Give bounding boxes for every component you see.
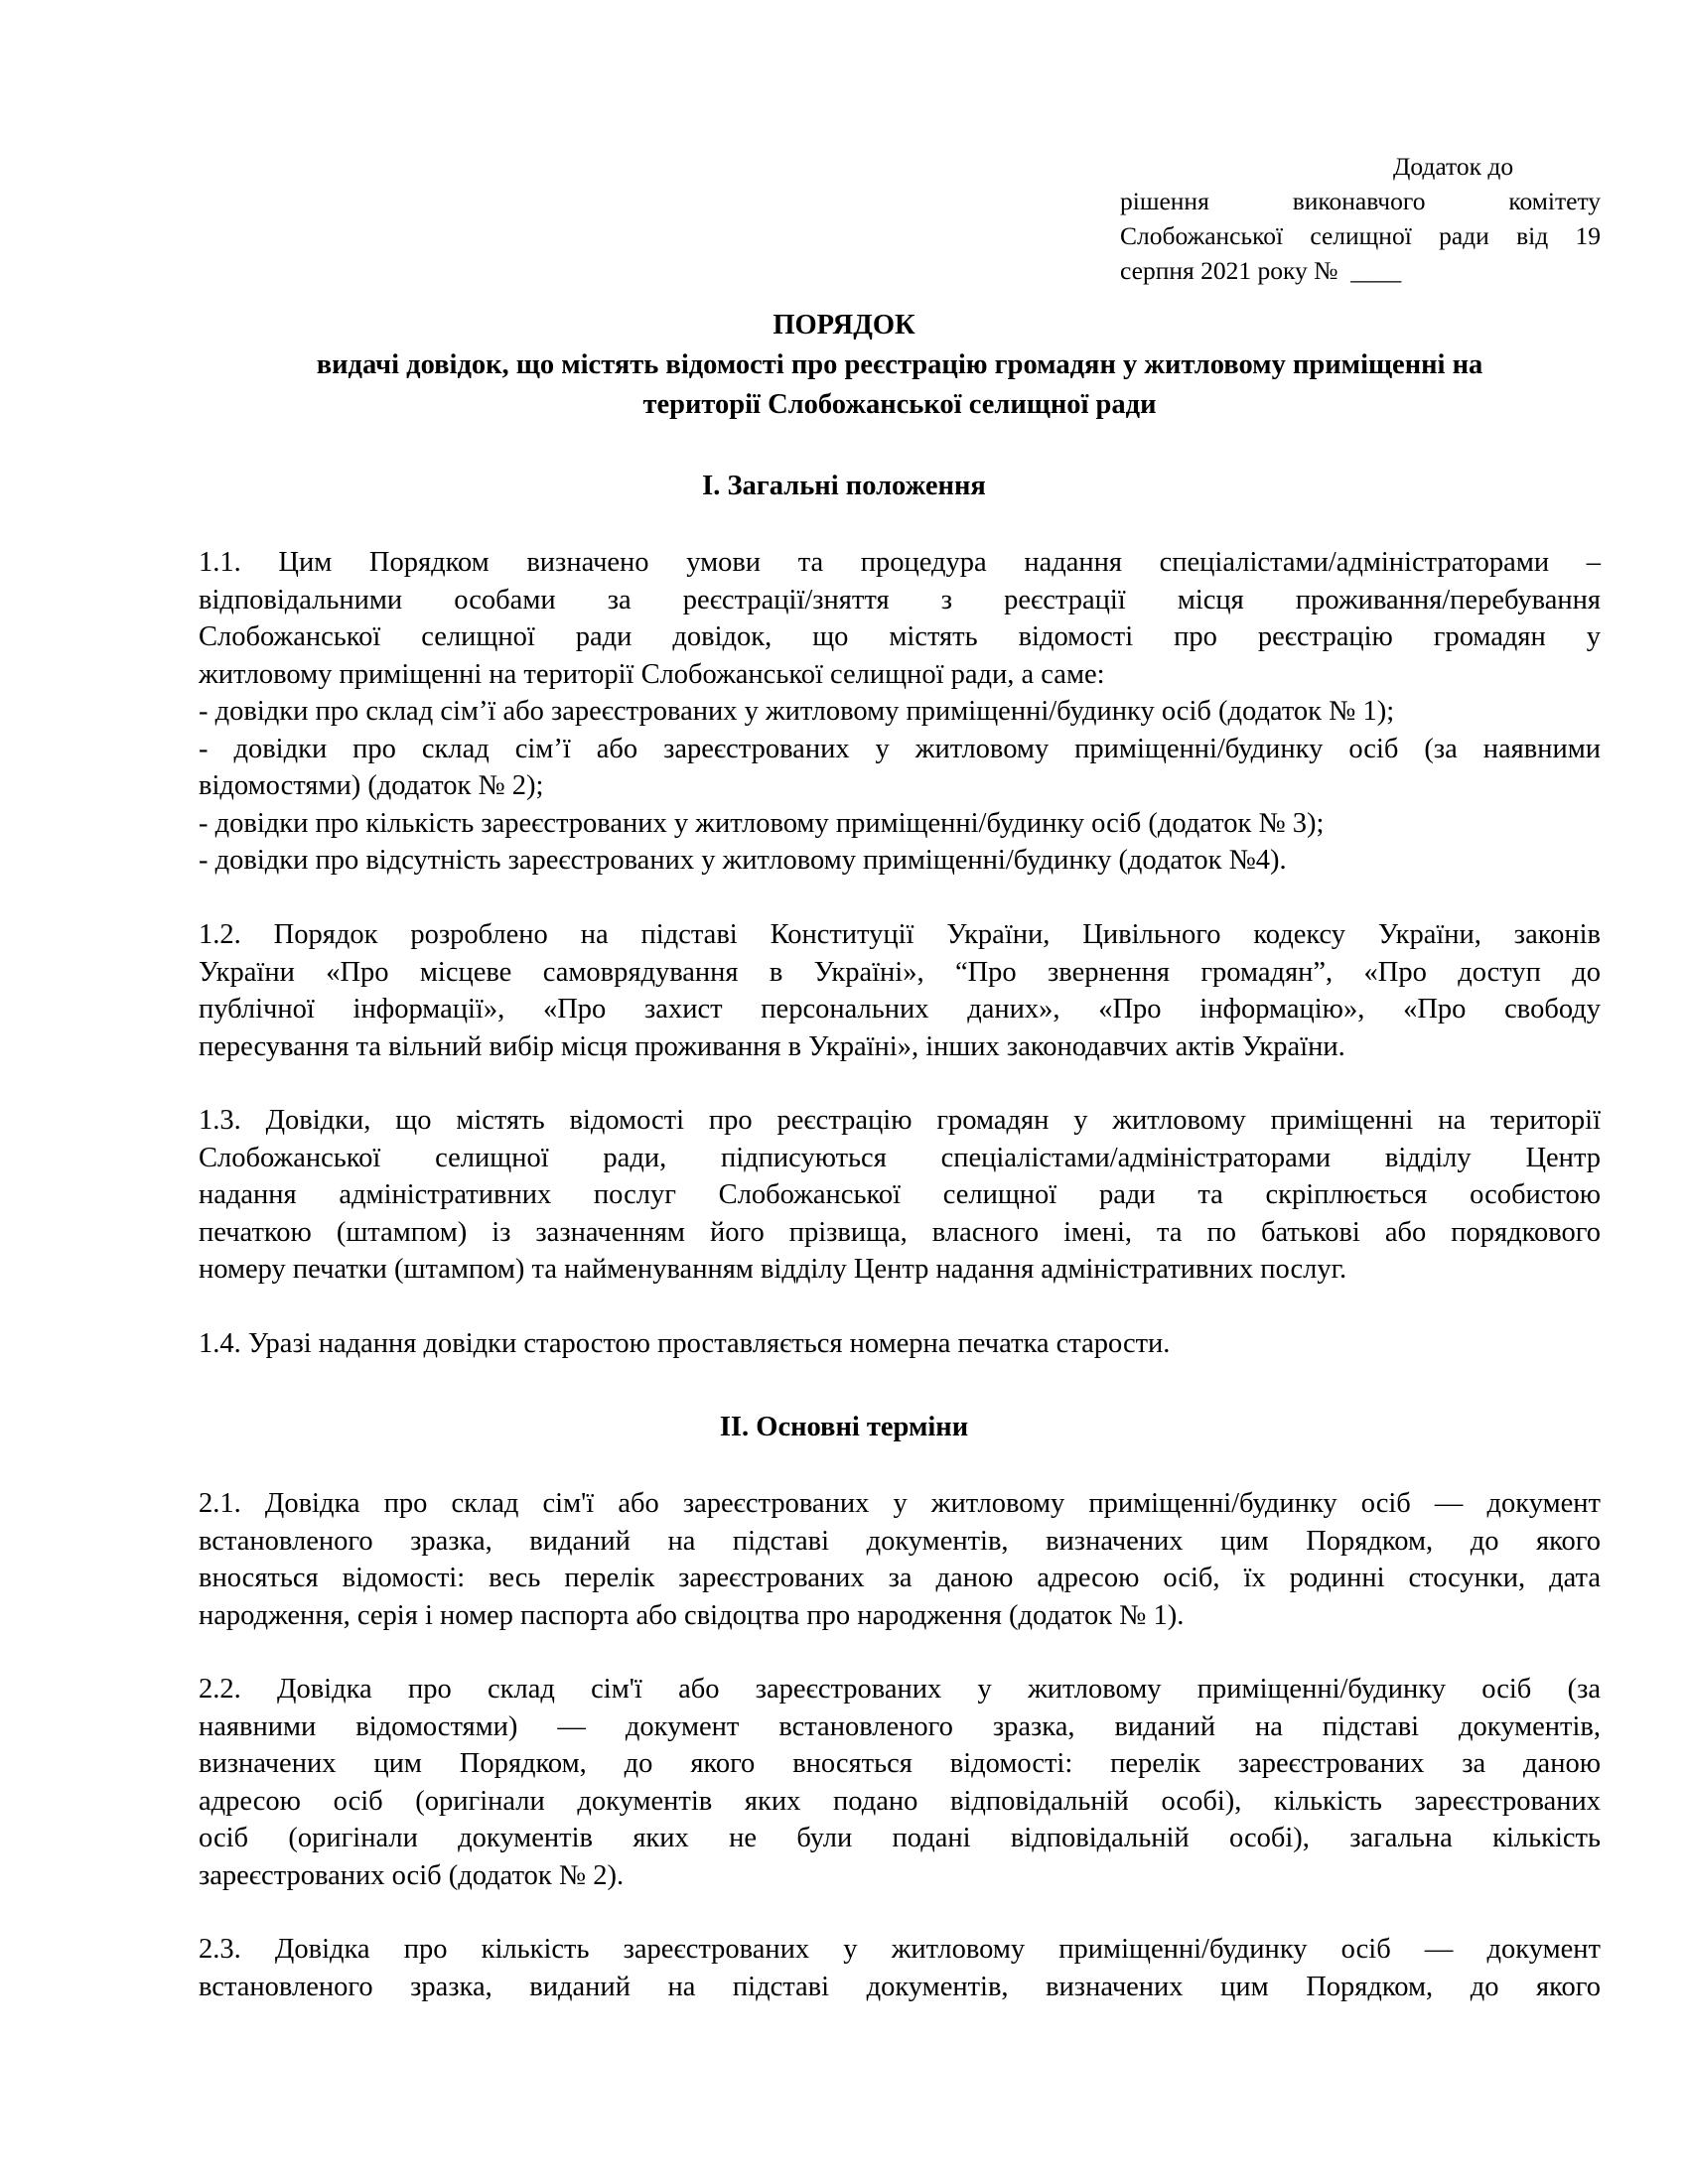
text-line: наявними відомостями) — документ встановленого зразка, виданий на підставі документів, — [199, 1710, 1601, 1742]
section-1-heading: І. Загальні положення — [702, 471, 986, 501]
text-line: Слобожанської селищної ради, підписуються спеціалістами/адміністраторами відділу Центр — [199, 1142, 1601, 1173]
document-subtitle — [199, 345, 1601, 425]
text-line: вносяться відомості: весь перелік зареєстрованих за даною адресою осіб, їх родинні стосунки, дата — [199, 1563, 1601, 1593]
appendix-line: Додаток до — [1393, 152, 1514, 181]
text-line: надання адміністративних послуг Слобожанської селищної ради та скріплюється особистою — [199, 1179, 1601, 1210]
paragraph-1-4 — [199, 1325, 1601, 1363]
text-line: 2.2. Довідка про склад сім'ї або зареєстрованих у житловому приміщенні/будинку осіб (за — [199, 1674, 1601, 1705]
text-line: встановленого зразка, виданий на підставі документів, визначених цим Порядком, до якого — [199, 1971, 1601, 2002]
appendix-note — [1120, 149, 1601, 288]
paragraph-1-1 — [199, 544, 1601, 880]
appendix-line: серпня 2021 року № ____ — [1120, 256, 1402, 285]
text-line: встановленого зразка, виданий на підставі документів, визначених цим Порядком, до якого — [199, 1525, 1601, 1557]
text-line: - довідки про склад сім’ї або зареєстрованих у житловому приміщенні/будинку осіб (додаток № 1); — [199, 696, 1395, 727]
text-line: 1.1. Цим Порядком визначено умови та процедура надання спеціалістами/адміністраторами – — [199, 547, 1601, 578]
subtitle-line: видачі довідок, що містять відомості про реєстрацію громадян у житловому приміщенні на — [316, 349, 1483, 380]
text-line: печаткою (штампом) із зазначенням його прізвища, власного імені, та по батькові або порядкового — [199, 1216, 1601, 1248]
text-line: 1.4. Уразі надання довідки старостою проставляється номерна печатка старости. — [199, 1328, 1171, 1359]
text-line: житловому приміщенні на території Слобожанської селищної ради, а саме: — [199, 658, 1105, 690]
text-line: публічної інформації», «Про захист персональних даних», «Про інформацію», «Про свободу — [199, 994, 1601, 1024]
text-line: 2.1. Довідка про склад сім'ї або зареєстрованих у житловому приміщенні/будинку осіб — документ — [199, 1488, 1601, 1519]
text-line: - довідки про склад сім’ї або зареєстрованих у житловому приміщенні/будинку осіб (за наявними — [199, 733, 1601, 764]
text-line: адресою осіб (оригінали документів яких подано відповідальній особі), кількість зареєстрованих — [199, 1785, 1601, 1817]
text-line: пересування та вільний вибір місця проживання в Україні», інших законодавчих актів України. — [199, 1030, 1345, 1062]
paragraph-2-2 — [199, 1671, 1601, 1894]
subtitle-line: території Слобожанської селищної ради — [642, 389, 1157, 420]
paragraph-1-3 — [199, 1102, 1601, 1289]
appendix-line: рішення виконавчого комітету — [1120, 187, 1601, 215]
text-line: України «Про місцеве самоврядування в Україні», “Про звернення громадян”, «Про доступ до — [199, 956, 1601, 988]
text-line: - довідки про кількість зареєстрованих у житловому приміщенні/будинку осіб (додаток № 3); — [199, 807, 1325, 839]
text-line: - довідки про відсутність зареєстрованих у житловому приміщенні/будинку (додаток №4). — [199, 845, 1287, 876]
text-line: визначених цим Порядком, до якого вносяться відомості: перелік зареєстрованих за даною — [199, 1748, 1601, 1779]
text-line: номеру печатки (штампом) та найменуванням відділу Центр надання адміністративних послуг. — [199, 1254, 1347, 1285]
text-line: 1.3. Довідки, що містять відомості про реєстрацію громадян у житловому приміщенні на території — [199, 1105, 1601, 1136]
text-line: 1.2. Порядок розроблено на підставі Конституції України, Цивільного кодексу України, законів — [199, 919, 1601, 950]
text-line: відповідальними особами за реєстрації/зняття з реєстрації місця проживання/перебування — [199, 584, 1601, 615]
text-line: осіб (оригінали документів яких не були подані відповідальній особі), загальна кількість — [199, 1823, 1601, 1853]
document-title: ПОРЯДОК — [773, 310, 915, 341]
section-2-heading: ІІ. Основні терміни — [719, 1412, 969, 1442]
text-line: зареєстрованих осіб (додаток № 2). — [199, 1859, 625, 1891]
paragraph-1-2 — [199, 916, 1601, 1065]
text-line: Слобожанської селищної ради довідок, що містять відомості про реєстрацію громадян у — [199, 621, 1601, 652]
text-line: народження, серія і номер паспорта або свідоцтва про народження (додаток № 1). — [199, 1599, 1185, 1631]
text-line: 2.3. Довідка про кількість зареєстрованих у житловому приміщенні/будинку осіб — документ — [199, 1934, 1601, 1965]
paragraph-2-1 — [199, 1485, 1601, 1634]
text-line: відомостями) (додаток № 2); — [199, 770, 544, 801]
paragraph-2-3 — [199, 1931, 1601, 2005]
appendix-line: Слобожанської селищної ради від 19 — [1120, 221, 1601, 250]
